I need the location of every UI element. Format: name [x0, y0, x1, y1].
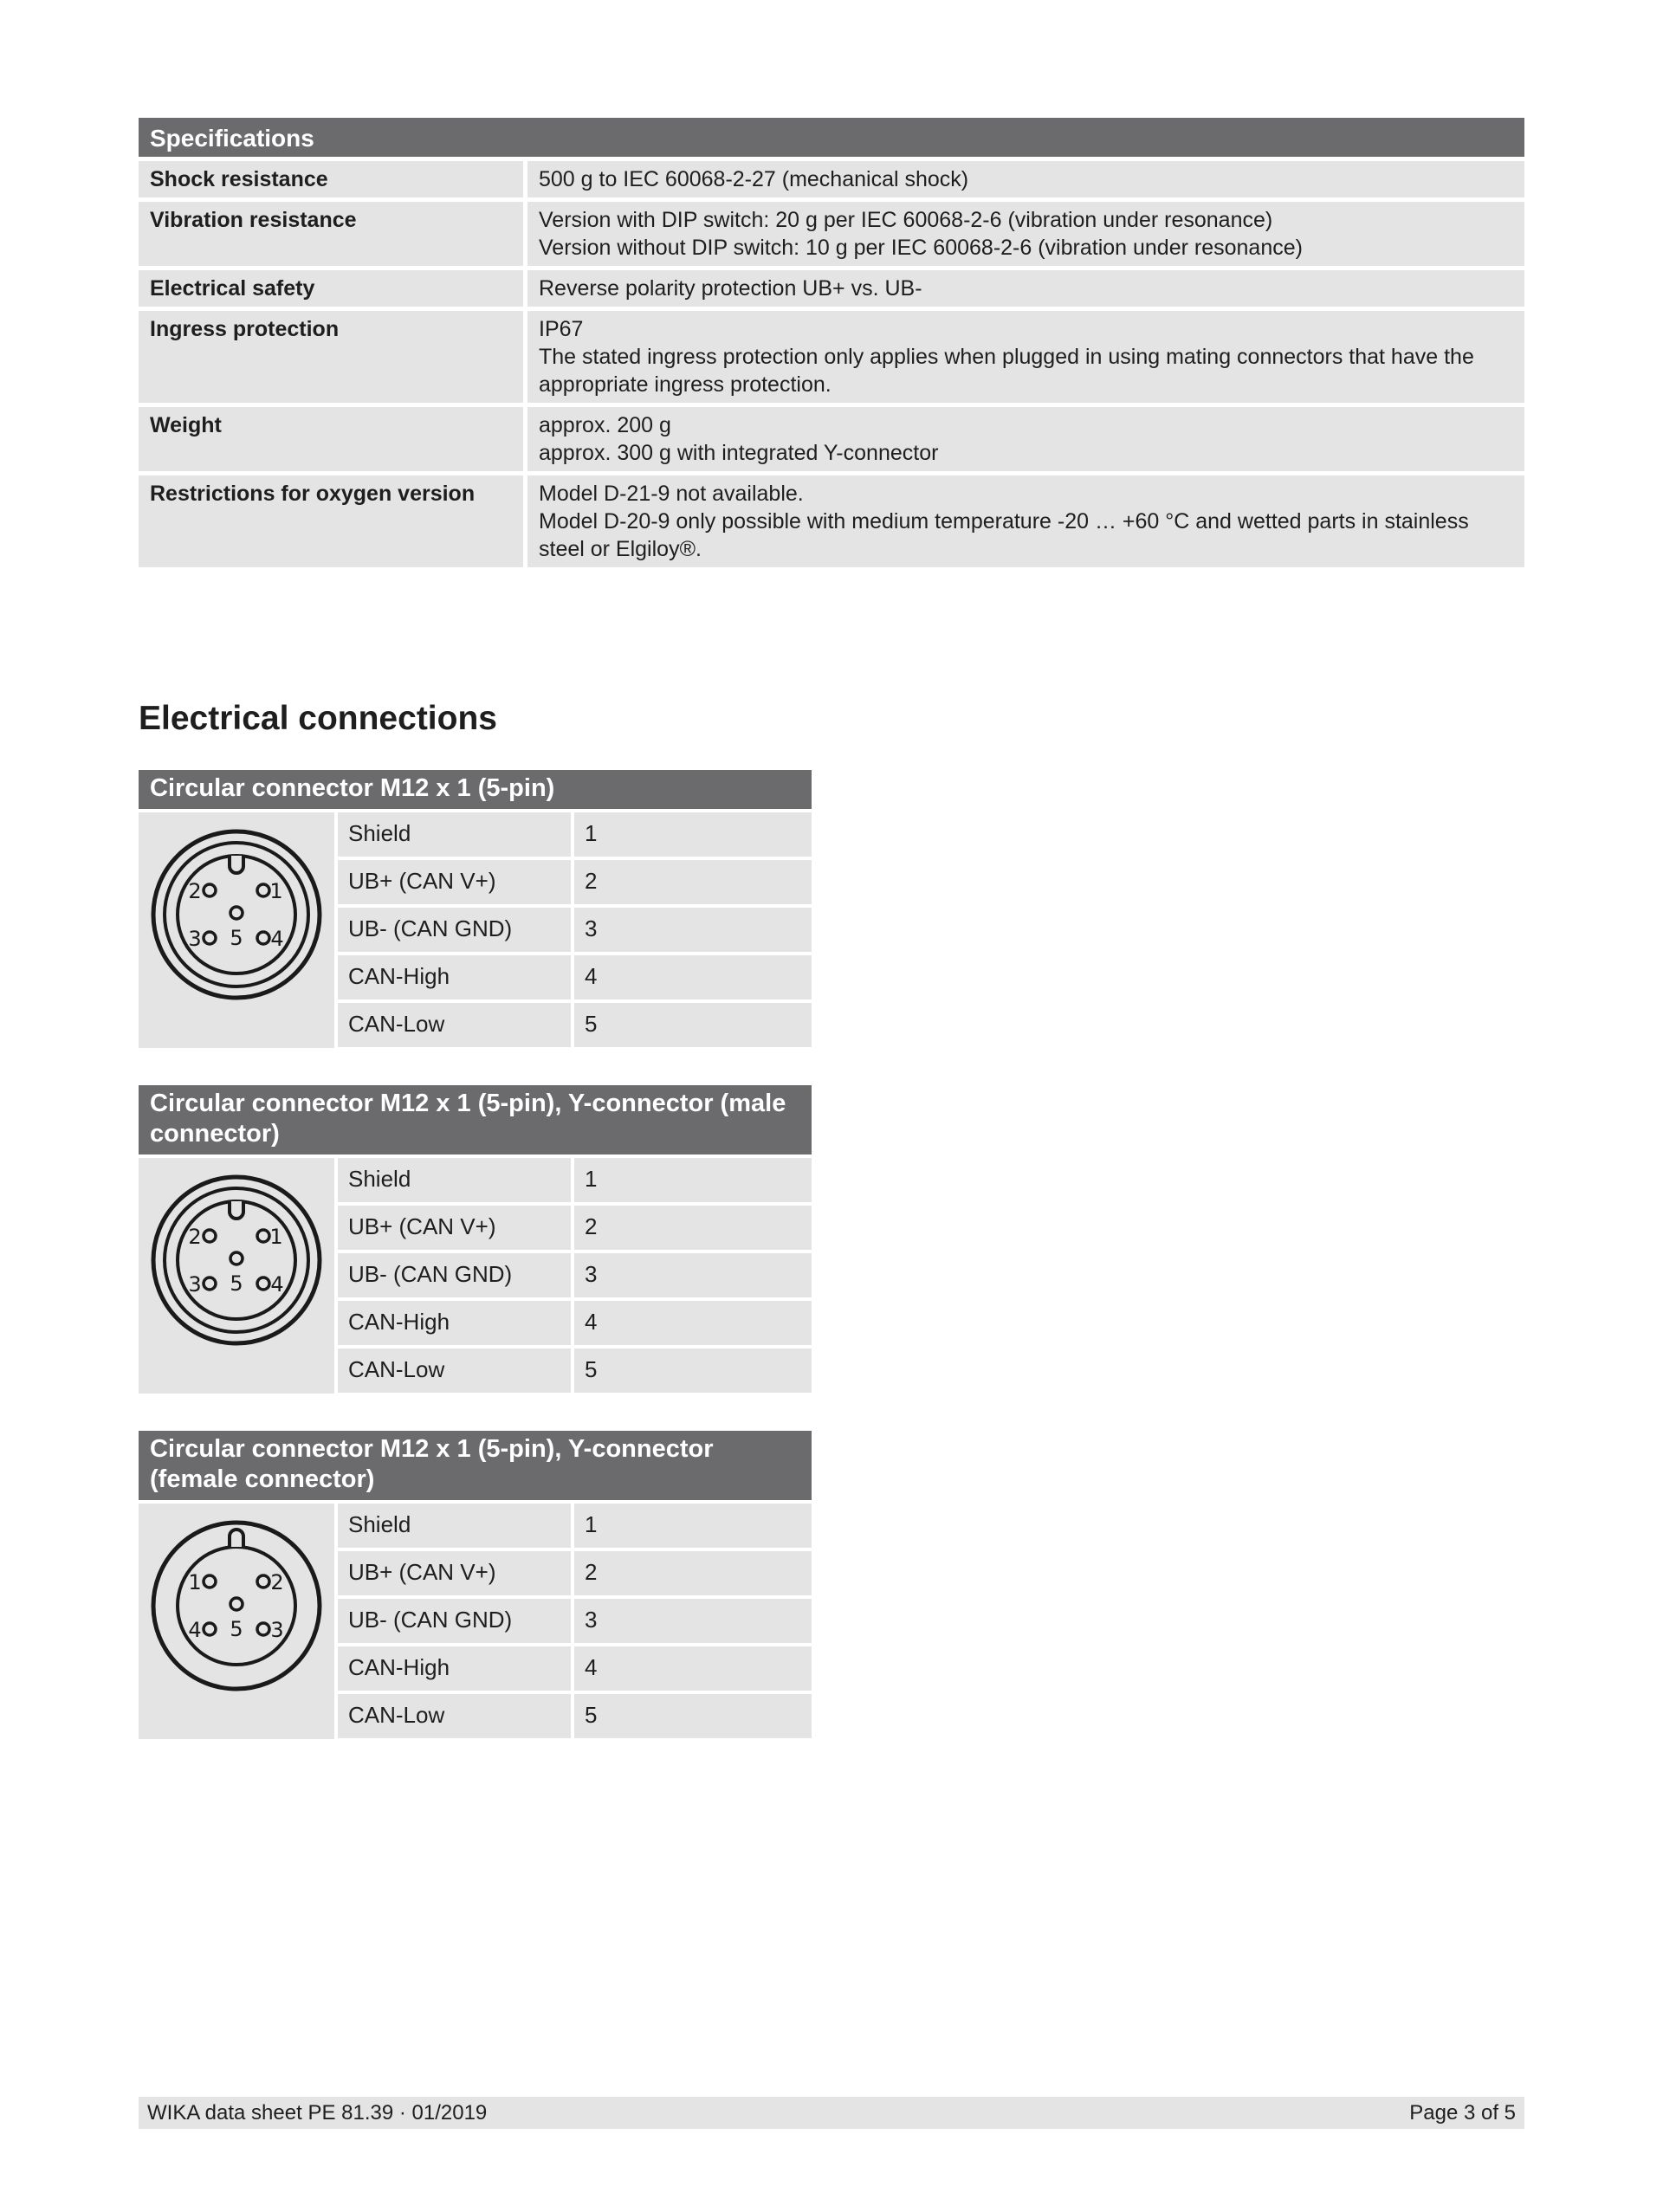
spec-value	[527, 270, 1524, 307]
pin-cell: 4	[574, 955, 812, 999]
table-row	[338, 955, 812, 999]
spec-label: Restrictions for oxygen version	[139, 475, 523, 567]
signal-cell: UB- (CAN GND)	[338, 908, 571, 952]
connector-table-2	[139, 1085, 812, 1394]
table-row	[338, 860, 812, 904]
footer-document-id: WIKA data sheet PE 81.39 · 01/2019	[147, 2100, 488, 2125]
pin-cell: 3	[574, 1599, 812, 1643]
spec-value-line: Reverse polarity protection UB+ vs. UB-	[539, 276, 922, 301]
connector-header: Circular connector M12 x 1 (5-pin)	[139, 770, 812, 809]
signal-cell: Shield	[338, 1504, 571, 1548]
pin-cell: 4	[574, 1301, 812, 1345]
spec-row-weight	[139, 407, 1524, 471]
pin-cell: 3	[574, 1253, 812, 1297]
pin-label: 2	[188, 879, 202, 903]
pin-cell: 5	[574, 1349, 812, 1393]
signal-cell: UB+ (CAN V+)	[338, 1206, 571, 1250]
table-row	[338, 1349, 812, 1393]
spec-value-line: IP67	[539, 317, 584, 341]
connector-table-3	[139, 1431, 812, 1739]
pin-cell: 1	[574, 1504, 812, 1548]
connector-header: Circular connector M12 x 1 (5-pin), Y-connector (male connector)	[139, 1085, 812, 1155]
table-row	[338, 1301, 812, 1345]
spec-value-line: Model D-20-9 only possible with medium temperature -20 … +60 °C and wetted parts in stainless steel or Elgiloy®.	[539, 509, 1469, 561]
signal-cell: CAN-Low	[338, 1349, 571, 1393]
table-row	[338, 1694, 812, 1738]
spec-value	[527, 202, 1524, 266]
footer-page-number: Page 3 of 5	[1409, 2100, 1516, 2125]
page-footer	[139, 2097, 1524, 2129]
signal-cell: UB+ (CAN V+)	[338, 860, 571, 904]
signal-cell: CAN-High	[338, 1646, 571, 1691]
pin-label: 1	[188, 1570, 202, 1594]
table-row	[338, 1599, 812, 1643]
connector-pinout-drawing	[139, 1504, 334, 1739]
signal-cell: CAN-Low	[338, 1003, 571, 1047]
signal-cell: Shield	[338, 812, 571, 857]
table-row	[338, 812, 812, 857]
pin-cell: 2	[574, 1551, 812, 1595]
pin-label: 5	[230, 1271, 243, 1296]
pin-cell: 2	[574, 860, 812, 904]
pin-cell: 5	[574, 1003, 812, 1047]
connector-pinout-drawing	[139, 1158, 334, 1394]
signal-cell: Shield	[338, 1158, 571, 1202]
pin-cell: 3	[574, 908, 812, 952]
signal-cell: CAN-High	[338, 1301, 571, 1345]
pin-label: 3	[188, 927, 202, 951]
table-row	[338, 1206, 812, 1250]
spec-value-line: Version without DIP switch: 10 g per IEC 60068-2-6 (vibration under resonance)	[539, 236, 1303, 260]
pin-label: 3	[270, 1618, 284, 1642]
spec-value-line: Version with DIP switch: 20 g per IEC 60068-2-6 (vibration under resonance)	[539, 208, 1273, 232]
pin-cell: 1	[574, 812, 812, 857]
m12-connector-female-icon	[150, 1519, 323, 1692]
table-row	[338, 1253, 812, 1297]
pin-label: 1	[269, 879, 283, 903]
section-title-electrical-connections: Electrical connections	[139, 700, 497, 737]
table-row	[338, 1646, 812, 1691]
spec-label: Weight	[139, 407, 523, 471]
spec-label: Shock resistance	[139, 161, 523, 197]
spec-row-oxygen	[139, 475, 1524, 567]
pin-cell: 1	[574, 1158, 812, 1202]
spec-value-line: approx. 300 g with integrated Y-connector	[539, 441, 939, 465]
pin-label: 4	[188, 1618, 202, 1642]
spec-value	[527, 407, 1524, 471]
pin-label: 1	[269, 1225, 283, 1249]
spec-value-line: 500 g to IEC 60068-2-27 (mechanical shock)	[539, 167, 969, 191]
specifications-table	[139, 118, 1524, 567]
pin-label: 4	[270, 1272, 284, 1297]
spec-label: Vibration resistance	[139, 202, 523, 266]
pin-cell: 5	[574, 1694, 812, 1738]
signal-cell: UB- (CAN GND)	[338, 1253, 571, 1297]
spec-value-line: The stated ingress protection only applies when plugged in using mating connectors that have the appropriate ingress protection.	[539, 345, 1474, 397]
pin-label: 2	[270, 1570, 284, 1594]
spec-row-ingress	[139, 311, 1524, 403]
pin-cell: 2	[574, 1206, 812, 1250]
table-row	[338, 1158, 812, 1202]
spec-value-line: approx. 200 g	[539, 413, 671, 437]
spec-value	[527, 161, 1524, 197]
connector-pinout-drawing	[139, 812, 334, 1048]
spec-row-electrical-safety	[139, 270, 1524, 307]
spec-row-shock	[139, 161, 1524, 197]
table-row	[338, 1504, 812, 1548]
specifications-header: Specifications	[139, 118, 1524, 157]
table-row	[338, 908, 812, 952]
signal-cell: CAN-High	[338, 955, 571, 999]
m12-connector-male-icon	[150, 828, 323, 1001]
connector-header: Circular connector M12 x 1 (5-pin), Y-connector (female connector)	[139, 1431, 812, 1500]
spec-row-vibration	[139, 202, 1524, 266]
pin-label: 5	[230, 1617, 243, 1641]
pin-label: 3	[188, 1272, 202, 1297]
spec-label: Electrical safety	[139, 270, 523, 307]
spec-value-line: Model D-21-9 not available.	[539, 482, 804, 506]
connector-table-1	[139, 770, 812, 1048]
signal-cell: UB- (CAN GND)	[338, 1599, 571, 1643]
pin-label: 4	[270, 927, 284, 951]
table-row	[338, 1551, 812, 1595]
spec-value	[527, 475, 1524, 567]
pin-label: 2	[188, 1225, 202, 1249]
m12-connector-male-icon	[150, 1174, 323, 1347]
pin-label: 5	[230, 926, 243, 950]
table-row	[338, 1003, 812, 1047]
spec-label: Ingress protection	[139, 311, 523, 403]
spec-value	[527, 311, 1524, 403]
pin-cell: 4	[574, 1646, 812, 1691]
signal-cell: CAN-Low	[338, 1694, 571, 1738]
signal-cell: UB+ (CAN V+)	[338, 1551, 571, 1595]
